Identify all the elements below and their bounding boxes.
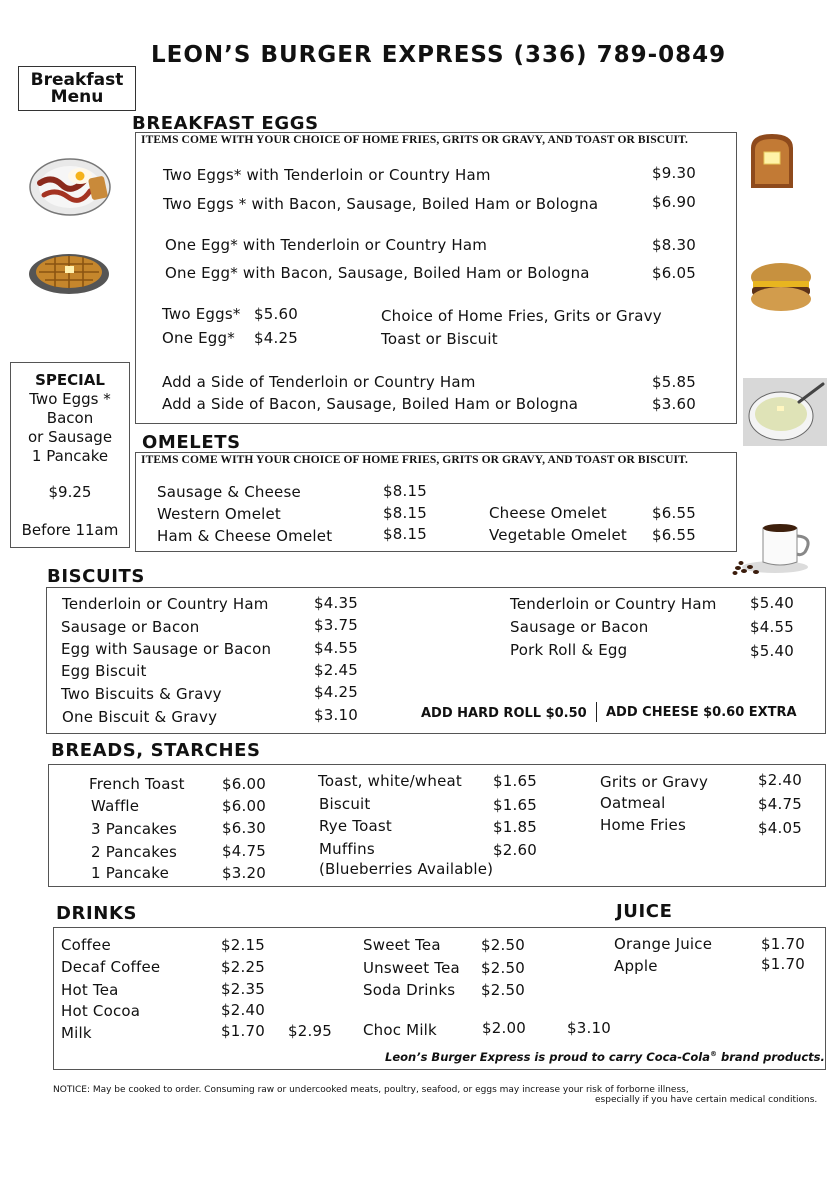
biscuit-price: $5.40 <box>750 594 794 612</box>
special-line: Bacon <box>46 409 94 427</box>
omelets-heading: OMELETS <box>142 432 241 453</box>
drinks-box <box>53 927 826 1070</box>
bread-name: Rye Toast <box>319 817 392 835</box>
bread-name: 2 Pancakes <box>91 843 178 861</box>
omelet-price: $6.55 <box>652 504 696 522</box>
biscuits-heading: BISCUITS <box>47 566 145 587</box>
bread-price: $1.65 <box>493 796 537 814</box>
omelet-price: $8.15 <box>383 482 427 500</box>
drink-name: Hot Cocoa <box>61 1002 141 1020</box>
egg-item-price: $6.05 <box>652 264 696 282</box>
notice-line1: NOTICE: May be cooked to order. Consuming raw or undercooked meats, poultry, seafood, or eggs may increase your risk of forborne illness, <box>53 1085 689 1095</box>
addon-cheese: ADD CHEESE $0.60 EXTRA <box>606 705 797 720</box>
omelet-name: Sausage & Cheese <box>157 483 301 501</box>
juice-name: Orange Juice <box>614 935 713 953</box>
biscuit-price: $4.25 <box>314 683 358 701</box>
biscuit-name: Pork Roll & Egg <box>510 641 628 659</box>
omelet-price: $8.15 <box>383 525 427 543</box>
biscuit-price: $4.55 <box>750 618 794 636</box>
bread-price: $2.60 <box>493 841 537 859</box>
side-item-price: $5.85 <box>652 373 696 391</box>
drink-price: $2.50 <box>481 981 525 999</box>
drink-name: Unsweet Tea <box>363 959 460 977</box>
egg-item-name: One Egg* with Tenderloin or Country Ham <box>165 236 488 254</box>
bread-price: $4.75 <box>758 795 802 813</box>
plain-egg-name: Two Eggs* <box>162 305 241 323</box>
omelet-price: $8.15 <box>383 504 427 522</box>
coffee-cup-image <box>730 518 820 576</box>
muffin-note: (Blueberries Available) <box>319 860 494 878</box>
biscuits-box <box>46 587 826 734</box>
grits-bowl-image <box>743 378 827 446</box>
coca-cola-note-text: Leon’s Burger Express is proud to carry Coca-Cola <box>385 1050 711 1064</box>
breakfast-eggs-box <box>135 132 737 424</box>
juice-price: $1.70 <box>761 935 805 953</box>
bread-price: $1.85 <box>493 818 537 836</box>
omelet-name: Cheese Omelet <box>489 504 607 522</box>
breakfast-eggs-heading: BREAKFAST EGGS <box>132 113 319 134</box>
egg-item-price: $8.30 <box>652 236 696 254</box>
special-line: Two Eggs * <box>29 390 111 408</box>
breakfast-menu-label <box>18 66 136 111</box>
biscuit-name: Tenderloin or Country Ham <box>62 595 269 613</box>
bread-price: $4.05 <box>758 819 802 837</box>
drink-name: Decaf Coffee <box>61 958 161 976</box>
biscuit-price: $4.35 <box>314 594 358 612</box>
plain-egg-name: One Egg* <box>162 329 235 347</box>
plain-egg-price: $5.60 <box>254 305 298 323</box>
bread-price: $3.20 <box>222 864 266 882</box>
omelet-name: Ham & Cheese Omelet <box>157 527 333 545</box>
addon-divider <box>596 702 597 722</box>
breads-box <box>48 764 826 887</box>
biscuit-name: Sausage or Bacon <box>510 618 649 636</box>
biscuit-price: $3.10 <box>314 706 358 724</box>
toast-butter-image <box>747 132 797 192</box>
egg-item-price: $9.30 <box>652 164 696 182</box>
bread-name: Toast, white/wheat <box>318 772 462 790</box>
biscuit-name: Egg with Sausage or Bacon <box>61 640 272 658</box>
breakfast-menu-line1: Breakfast <box>30 70 124 90</box>
bread-price: $6.00 <box>222 797 266 815</box>
bread-price: $2.40 <box>758 771 802 789</box>
coca-cola-note <box>385 1050 825 1064</box>
special-price: $9.25 <box>48 483 92 501</box>
waffle-image <box>27 248 111 296</box>
bread-name: Grits or Gravy <box>600 773 709 791</box>
drink-name: Coffee <box>61 936 111 954</box>
bread-name: Waffle <box>91 797 140 815</box>
breakfast-menu-line2: Menu <box>50 87 104 107</box>
drink-name: Milk <box>61 1024 92 1042</box>
side-item-name: Add a Side of Tenderloin or Country Ham <box>162 373 476 391</box>
choice-line: Choice of Home Fries, Grits or Gravy <box>381 307 662 325</box>
biscuit-price: $5.40 <box>750 642 794 660</box>
drink-name: Hot Tea <box>61 981 119 999</box>
plain-egg-price: $4.25 <box>254 329 298 347</box>
biscuit-price: $2.45 <box>314 661 358 679</box>
addon-hard-roll: ADD HARD ROLL $0.50 <box>421 706 587 721</box>
breakfast-eggs-note: ITEMS COME WITH YOUR CHOICE OF HOME FRIES, GRITS OR GRAVY, AND TOAST OR BISCUIT. <box>141 134 689 146</box>
biscuit-price: $4.55 <box>314 639 358 657</box>
eggs-bacon-plate-image <box>28 155 112 217</box>
biscuit-name: Sausage or Bacon <box>61 618 200 636</box>
drink-price: $1.70 <box>221 1022 265 1040</box>
bread-price: $4.75 <box>222 842 266 860</box>
drink-name: Choc Milk <box>363 1021 437 1039</box>
egg-item-price: $6.90 <box>652 193 696 211</box>
special-box <box>10 362 130 548</box>
juice-name: Apple <box>614 957 658 975</box>
drinks-heading: DRINKS <box>56 903 138 924</box>
bread-price: $6.00 <box>222 775 266 793</box>
drink-price: $2.15 <box>221 936 265 954</box>
side-item-price: $3.60 <box>652 395 696 413</box>
registered-mark: ® <box>710 1050 718 1059</box>
notice-line2: especially if you have certain medical conditions. <box>595 1095 818 1105</box>
bread-price: $6.30 <box>222 819 266 837</box>
omelet-name: Western Omelet <box>157 505 282 523</box>
omelet-price: $6.55 <box>652 526 696 544</box>
drink-name: Sweet Tea <box>363 936 441 954</box>
drink-name: Soda Drinks <box>363 981 456 999</box>
juice-heading: JUICE <box>616 901 673 922</box>
omelets-note: ITEMS COME WITH YOUR CHOICE OF HOME FRIES, GRITS OR GRAVY, AND TOAST OR BISCUIT. <box>141 454 689 466</box>
special-time: Before 11am <box>21 521 119 539</box>
biscuit-name: Tenderloin or Country Ham <box>510 595 717 613</box>
drink-price: $2.00 <box>482 1019 526 1037</box>
side-item-name: Add a Side of Bacon, Sausage, Boiled Ham or Bologna <box>162 395 579 413</box>
drink-price: $2.40 <box>221 1001 265 1019</box>
drink-price-large: $3.10 <box>567 1019 611 1037</box>
biscuit-name: One Biscuit & Gravy <box>62 708 218 726</box>
bread-name: 1 Pancake <box>91 864 170 882</box>
drink-price: $2.25 <box>221 958 265 976</box>
choice-line: Toast or Biscuit <box>381 330 498 348</box>
bread-name: 3 Pancakes <box>91 820 178 838</box>
special-line: 1 Pancake <box>31 447 109 465</box>
sausage-biscuit-image <box>748 261 814 313</box>
drink-price: $2.50 <box>481 959 525 977</box>
breads-heading: BREADS, STARCHES <box>51 740 261 761</box>
juice-price: $1.70 <box>761 955 805 973</box>
drink-price: $2.50 <box>481 936 525 954</box>
biscuit-name: Two Biscuits & Gravy <box>61 685 222 703</box>
bread-name: Oatmeal <box>600 794 666 812</box>
bread-name: Muffins <box>319 840 375 858</box>
biscuit-name: Egg Biscuit <box>61 662 147 680</box>
omelets-box <box>135 452 737 552</box>
biscuit-price: $3.75 <box>314 616 358 634</box>
drink-price: $2.35 <box>221 980 265 998</box>
page-title: LEON’S BURGER EXPRESS (336) 789-0849 <box>151 42 727 68</box>
bread-name: Biscuit <box>319 795 371 813</box>
bread-name: French Toast <box>89 775 185 793</box>
bread-price: $1.65 <box>493 772 537 790</box>
coca-cola-note-tail: brand products. <box>717 1050 825 1064</box>
egg-item-name: Two Eggs * with Bacon, Sausage, Boiled Ham or Bologna <box>163 195 599 213</box>
egg-item-name: One Egg* with Bacon, Sausage, Boiled Ham or Bologna <box>165 264 590 282</box>
egg-item-name: Two Eggs* with Tenderloin or Country Ham <box>163 166 491 184</box>
drink-price-large: $2.95 <box>288 1022 332 1040</box>
bread-name: Home Fries <box>600 816 686 834</box>
special-line: or Sausage <box>27 428 113 446</box>
omelet-name: Vegetable Omelet <box>489 526 627 544</box>
special-title: SPECIAL <box>35 371 105 389</box>
